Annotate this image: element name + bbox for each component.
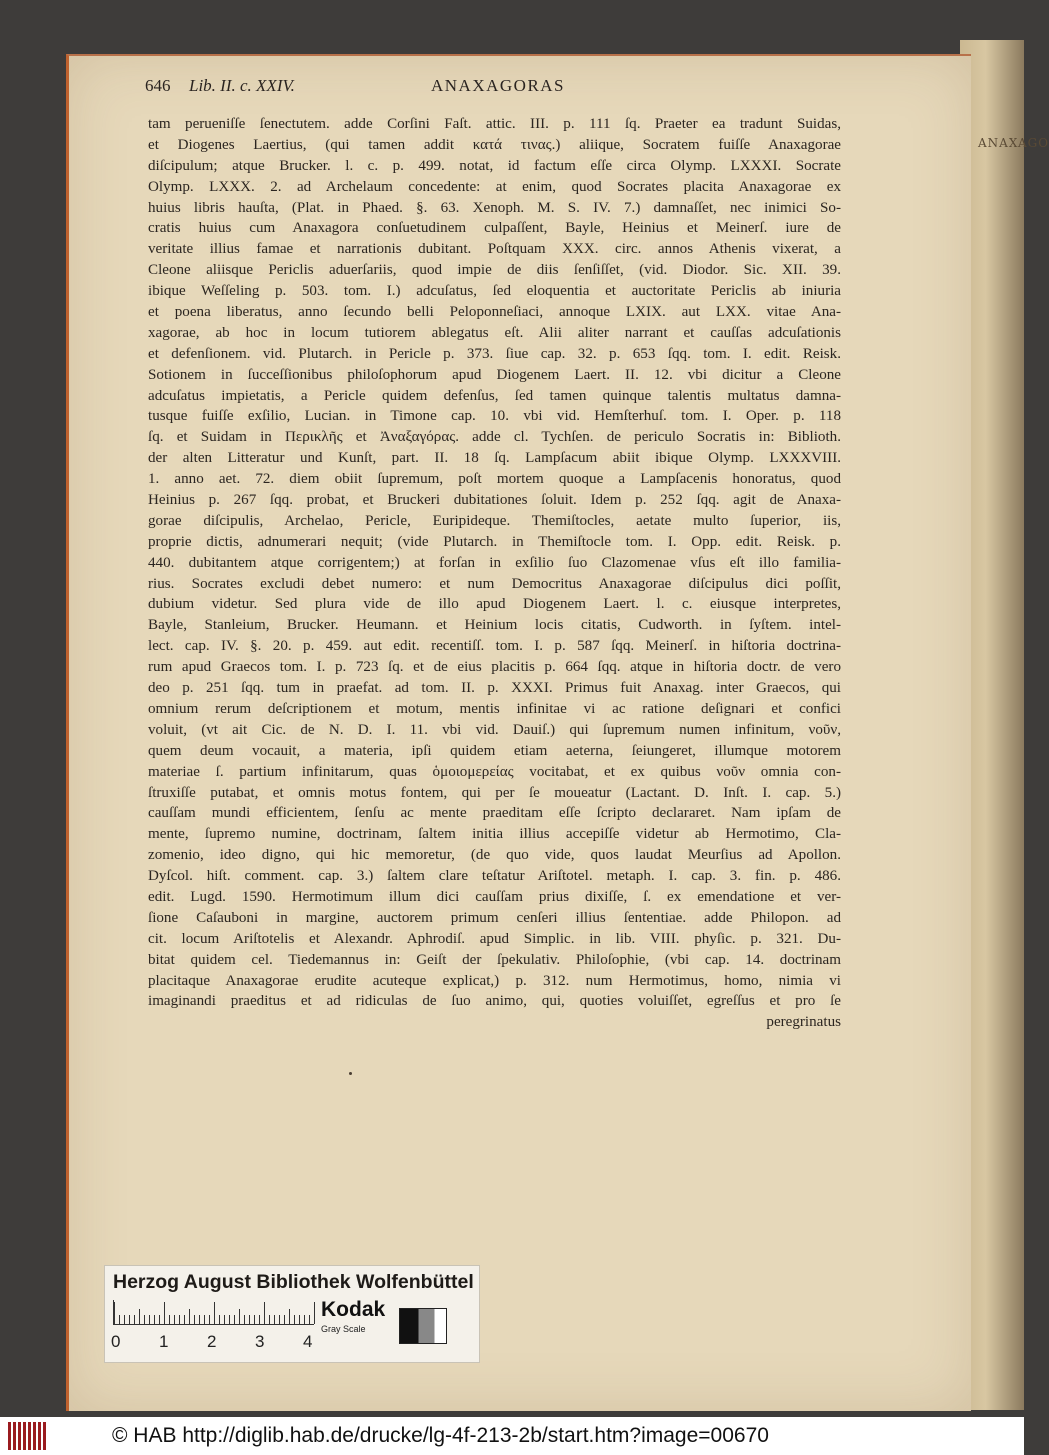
ruler-tick <box>254 1315 255 1324</box>
ruler-tick <box>189 1309 190 1324</box>
ruler-tick <box>249 1315 250 1324</box>
ruler-tick <box>259 1315 260 1324</box>
text-line: cit. locum Ariſtotelis et Alexandr. Aphrodiſ. apud Simplic. in lib. VIII. phyſic. p. 321. Du- <box>148 930 841 947</box>
ruler-number: 0 <box>111 1332 121 1351</box>
text-line: ſtruxiſſe putabat, et omnis motus fontem, qui per ſe moueatur (Lactant. D. Inſt. I. cap. 5.) <box>148 784 841 801</box>
text-line: placitaque Anaxagorae erudite acuteque explicat,) p. 312. num Hermotimus, homo, nimia vi <box>148 972 841 989</box>
adjacent-page-heading: ANAXAGO <box>978 136 1049 150</box>
text-line: lect. cap. IV. §. 20. p. 459. aut edit. recentiſſ. tom. I. p. 587 ſqq. Meinerſ. in hiſtoria doctrina- <box>148 638 841 655</box>
text-line: peregrinatus <box>766 1014 841 1031</box>
ruler-tick <box>224 1315 225 1324</box>
text-line: rius. Socrates excludi debet numero: et num Democritus Anaxagorae diſcipulus dici poſſit, <box>148 575 841 592</box>
gray-scale-swatch <box>399 1308 447 1344</box>
text-line: Heinius p. 267 ſqq. probat, et Bruckeri dubitationes ſoluit. Idem p. 252 ſqq. agit de Anaxa- <box>148 492 841 509</box>
ruler-tick <box>149 1315 150 1324</box>
running-head <box>145 76 915 106</box>
text-line: der alten Litteratur und Kunſt, part. II. 18 ſq. Lampſacum abiit ibique Olymp. LXXXVIII. <box>148 450 841 467</box>
text-line: Olymp. LXXX. 2. ad Archelaum concedente: at enim, quod Socrates placita Anaxagorae ex <box>148 178 841 195</box>
text-line: cauſſam mundi efficientem, ſenſu ac mente praeditam eſſe ſcripto declararet. Nam ipſam de <box>148 805 841 822</box>
ruler-tick <box>114 1302 115 1324</box>
ruler-tick <box>154 1315 155 1324</box>
ruler-tick <box>144 1315 145 1324</box>
ruler-tick <box>179 1315 180 1324</box>
text-line: Bayle, Stanleium, Brucker. Heumann. et Heinium locis citatis, Cudworth. in ſyſtem. intel- <box>148 617 841 634</box>
text-line: zomenio, ideo digno, qui hic memoretur, (de quo vide, quos laudat Meurſius ad Apollon. <box>148 847 841 864</box>
ruler-tick <box>219 1315 220 1324</box>
ruler-tick <box>299 1315 300 1324</box>
text-line: omnium rerum deſcriptionem et motum, mentis infinitae vi ac ratione deſignari et confici <box>148 700 841 717</box>
ruler-tick <box>239 1309 240 1324</box>
ruler-tick <box>209 1315 210 1324</box>
library-color-card <box>104 1265 480 1363</box>
text-line: ibique Weſſeling p. 503. tom. I.) adcuſatus, ſed eloquentia et auctoritate Periclis ab iniuria <box>148 283 841 300</box>
ruler-tick <box>314 1302 315 1324</box>
text-line: veritate illius famae et narrationis dubitant. Poſtquam XXX. circ. annos Athenis vixerat, a <box>148 241 841 258</box>
ruler-tick <box>119 1315 120 1324</box>
text-line: dubium videtur. Sed plura vide de illo apud Diogenem Laert. l. c. eiusque interpretes, <box>148 596 841 613</box>
text-line: et defenſionem. vid. Plutarch. in Pericle p. 373. ſiue cap. 32. p. 653 ſqq. tom. I. edit. Reisk. <box>148 345 841 362</box>
ruler-number: 4 <box>303 1332 313 1351</box>
text-line: deo p. 251 ſqq. tum in praefat. ad tom. II. p. XXXI. Primus fuit Anaxag. inter Graecos, qui <box>148 680 841 697</box>
ruler-tick <box>174 1315 175 1324</box>
text-line: adcuſatus impietatis, a Pericle quidem defenſus, ſed tamen quinque talentis multatus damna- <box>148 387 841 404</box>
ruler-tick <box>169 1315 170 1324</box>
text-line: cratis huius cum Anaxagora conſuetudinem culpaſſent, Bayle, Heinius et Meinerſ. iure de <box>148 220 841 237</box>
ruler-tick <box>159 1315 160 1324</box>
text-line: Sotionem in ſucceſſionibus philoſophorum apud Diogenem Laert. II. 12. vbi dicitur a Cleone <box>148 366 841 383</box>
ruler-tick <box>289 1309 290 1324</box>
kodak-logo: Kodak <box>321 1298 386 1321</box>
ruler-tick <box>129 1315 130 1324</box>
ruler-tick <box>244 1315 245 1324</box>
ruler-tick <box>279 1315 280 1324</box>
text-line: et poena liberatus, anno ſecundo belli Peloponneſiaci, annoque LXIX. aut LXX. vitae Ana- <box>148 304 841 321</box>
page-number: 646 <box>145 76 171 95</box>
page-mark <box>349 1072 352 1075</box>
text-line: tam perueniſſe ſenectutem. adde Corſini Faſt. attic. III. p. 111 ſq. Praeter ea tradunt Suidas, <box>148 116 841 132</box>
text-line: voluit, (vt ait Cic. de N. D. I. 11. vbi vid. Dauiſ.) qui ſupremum numen infinitum, νοῦν, <box>148 721 841 738</box>
text-line: tusque fuiſſe exſilio, Lucian. in Timone cap. 10. vbi vid. Hemſterhuſ. tom. I. Oper. p. 118 <box>148 408 841 425</box>
text-line: edit. Lugd. 1590. Hermotimum illum dici cauſſam prius dixiſſe, ſ. ex emendatione et ver- <box>148 888 841 905</box>
ruler-scale <box>113 1300 314 1325</box>
text-line: mente, ſupremo numine, doctrinam, ſaltem initia illius accepiſſe videtur ab Hermotimo, Cla- <box>148 826 841 843</box>
ruler-tick <box>134 1315 135 1324</box>
text-line: imaginandi praeditus et ad ridiculas de ſuo animo, qui, quoties voluiſſet, egreſſus et pro ſe <box>148 993 841 1010</box>
ruler-tick <box>194 1315 195 1324</box>
text-line: rum apud Graecos tom. I. p. 723 ſq. et de eius placitis p. 664 ſqq. atque in hiſtoria doctr. de vero <box>148 659 841 676</box>
ruler-tick <box>199 1315 200 1324</box>
library-name: Herzog August Bibliothek Wolfenbüttel <box>113 1271 474 1293</box>
ruler-tick <box>264 1302 265 1324</box>
ruler-number: 1 <box>159 1332 169 1351</box>
ruler-tick <box>234 1315 235 1324</box>
ruler-number: 2 <box>207 1332 217 1351</box>
text-line: xagorae, ab hoc in locum tutiorem ablegatus eſt. Alii aliter narrant et cauſſas adcuſationis <box>148 324 841 341</box>
ruler-tick <box>274 1315 275 1324</box>
ruler-tick <box>124 1315 125 1324</box>
ruler-tick <box>229 1315 230 1324</box>
page-title: ANAXAGORAS <box>431 76 566 95</box>
text-line: bitat quidem cel. Tiedemannus in: Geiſt der ſpekulativ. Philoſophie, (vbi cap. 14. doctrinam <box>148 951 841 968</box>
text-line: gorae diſcipulis, Archelao, Pericle, Euripideque. Themiſtocles, aetate multo ſuperior, iis, <box>148 512 841 529</box>
text-line: Cleone aliisque Periclis aduerſariis, quod impie de diis ſenſiſſet, (vid. Diodor. Sic. XII. 39. <box>148 262 841 279</box>
ruler-tick <box>214 1302 215 1324</box>
text-line: 440. dubitantem atque corrigentem;) at forſan in exſilio ſuo Clazomenae vſus eſt illo familia- <box>148 554 841 571</box>
text-line: et Diogenes Laertius, (qui tamen addit κατά τινας.) aliique, Socratem fuiſſe Anaxagorae <box>148 136 841 153</box>
text-line: 1. anno aet. 72. diem obiit ſupremum, poſt mortem quoque a Lampſacenis honoratus, quod <box>148 471 841 488</box>
ruler-tick <box>284 1315 285 1324</box>
ruler-tick <box>139 1309 140 1324</box>
footer-bar <box>0 1417 1024 1455</box>
ruler-tick <box>184 1315 185 1324</box>
ruler-tick <box>304 1315 305 1324</box>
source-url[interactable]: © HAB http://diglib.hab.de/drucke/lg-4f-213-2b/start.htm?image=00670 <box>112 1424 769 1447</box>
text-line: ſq. et Suidam in Περικλῆς et Ἀναξαγόρας. adde cl. Tychſen. de periculo Socratis in: Biblioth. <box>148 429 841 446</box>
text-line: huius libris hauſta, (Plat. in Phaed. §. 63. Xenoph. M. S. IV. 7.) damnaſſet, nec inimici So- <box>148 199 841 216</box>
ruler-tick <box>269 1315 270 1324</box>
ruler-tick <box>164 1302 165 1324</box>
ruler-tick <box>204 1315 205 1324</box>
hab-logo-icon <box>8 1422 46 1450</box>
text-line: ſione Caſauboni in margine, auctorem primum cenſeri illius ſententiae. adde Philopon. ad <box>148 909 841 926</box>
text-line: materiae ſ. partium infinitarum, quas ὁμοιομερείας vocitabat, et ex quibus νοῦν omnia con- <box>148 763 841 780</box>
ruler-number: 3 <box>255 1332 265 1351</box>
text-line: diſcipulum; atque Brucker. l. c. p. 499. notat, id factum eſſe circa Olymp. LXXXI. Socrate <box>148 157 841 174</box>
body-text <box>148 114 841 1033</box>
text-line: quem deum vocauit, a materia, ipſi quidem etiam aeterna, ſeiungeret, illumque motorem <box>148 742 841 759</box>
ruler-tick <box>294 1315 295 1324</box>
book-reference: Lib. II. c. XXIV. <box>189 76 295 95</box>
gray-scale-label: Gray Scale <box>321 1324 366 1334</box>
ruler-tick <box>309 1315 310 1324</box>
text-line: proprie dictis, adnumerari nequit; (vide Plutarch. in Themiſtocle tom. I. Opp. edit. Reisk. p. <box>148 533 841 550</box>
text-line: Dyſcol. hiſt. comment. cap. 3.) ſaltem clare teſtatur Ariſtotel. metaph. I. cap. 3. fin. p. 486. <box>148 868 841 885</box>
